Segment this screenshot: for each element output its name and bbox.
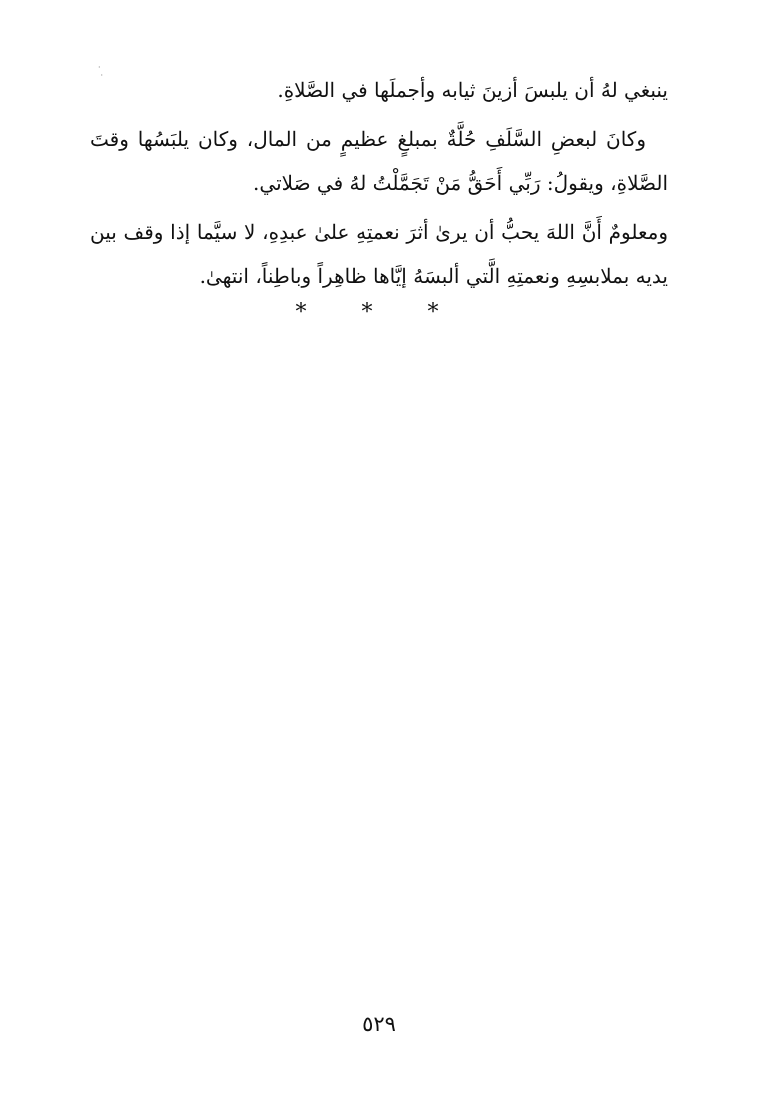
paragraph-1: ينبغي لهُ أن يلبسَ أزينَ ثيابه وأجملَها في الصَّلاةِ. (277, 78, 668, 102)
paragraph-2: وكانَ لبعضِ السَّلَفِ حُلَّةٌ بمبلغٍ عظيمٍ من المال، وكان يلبَسُها وقتَ الصَّلاةِ، ويقولُ: رَبِّي أَحَقُّ مَنْ تَجَمَّلْتُ لهُ في صَلاتي. (90, 127, 668, 195)
section-separator: * * * (295, 300, 463, 325)
page-number: ٥٢٩ (362, 1012, 396, 1036)
paragraph-3: ومعلومٌ أَنَّ اللهَ يحبُّ أن يرىٰ أثرَ نعمتِهِ علىٰ عبدِهِ، لا سيَّما إذا وقف بين يديه بملابسِهِ ونعمتِهِ الَّتي ألبسَهُ إيَّاها ظاهِراً وباطِناً، انتهىٰ. (90, 220, 668, 288)
scan-speck-mark: · · (98, 63, 104, 80)
body-text (90, 68, 668, 303)
